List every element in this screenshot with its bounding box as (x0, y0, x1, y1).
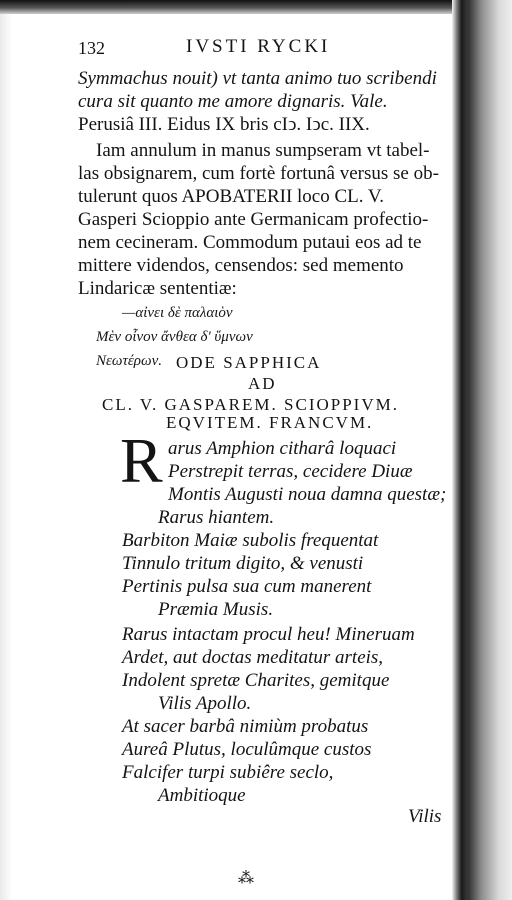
ornament-mark: ⁂ (238, 870, 254, 887)
poem-line: At sacer barbâ nimiùm probatus (122, 716, 369, 737)
poem-line: Indolent spretæ Charites, gemitque (122, 670, 390, 691)
ode-dedicatee: CL. V. GASPAREM. SCIOPPIVM. (102, 395, 399, 414)
facing-page-margin (468, 0, 512, 900)
page-number: 132 (78, 38, 105, 58)
poem-line: Rarus intactam procul heu! Mineruam (122, 624, 415, 645)
letter-line: Gasperi Scioppio ante Germanicam profectio- (78, 209, 429, 230)
letter-line: Perusiâ III. Eidus IX bris cIↄ. Iↄc. IIX. (78, 114, 370, 135)
poem-line: Ardet, aut doctas meditatur arteis, (122, 647, 384, 668)
letter-line: mittere videndos, censendos: sed memento (78, 255, 404, 276)
poem-line: Montis Augusti noua damna questæ; (168, 484, 447, 505)
poem-line: Tinnulo tritum digito, & venusti (122, 553, 364, 574)
poem-line: Præmia Musis. (158, 599, 274, 620)
poem-line: Rarus hiantem. (158, 507, 275, 528)
greek-line: Νεωτέρων. (96, 353, 162, 369)
greek-line: Μὲν οἶνον ἄνθεα δ' ὕμνων (96, 329, 253, 345)
poem-line: Pertinis pulsa sua cum manerent (122, 576, 372, 597)
ode-title: ODE SAPPHICA (176, 353, 322, 372)
binding-gutter (0, 0, 12, 900)
page-edge-shadow (452, 0, 468, 900)
ode-ad: AD (248, 374, 277, 393)
letter-line: cura sit quanto me amore dignaris. Vale. (78, 91, 388, 112)
letter-line: Iam annulum in manus sumpseram vt tabel- (96, 140, 430, 161)
poem-line: Barbiton Maiæ subolis frequentat (122, 530, 379, 551)
poem-line: arus Amphion citharâ loquaci (168, 438, 397, 459)
ode-dedicatee-title: EQVITEM. FRANCVM. (166, 413, 374, 432)
letter-line: las obsignarem, cum fortè fortunâ versus se ob- (78, 163, 439, 184)
poem-line: Ambitioque (158, 785, 246, 806)
letter-line: tulerunt quos APOBATERII loco CL. V. (78, 186, 384, 207)
catchword: Vilis (408, 806, 442, 827)
poem-line: Falcifer turpi subiêre seclo, (122, 762, 334, 783)
poem-line: Aureâ Plutus, loculûmque custos (122, 739, 372, 760)
drop-cap: R (120, 425, 163, 496)
poem-line: Vilis Apollo. (158, 693, 252, 714)
letter-line: nem cecineram. Commodum putaui eos ad te (78, 232, 422, 253)
greek-line: —αἰνει δὲ παλαιὸν (122, 305, 233, 321)
poem-line: Perstrepit terras, cecidere Diuæ (168, 461, 413, 482)
letter-line: Lindaricæ sententiæ: (78, 278, 237, 299)
running-head: IVSTI RYCKI (186, 36, 331, 57)
scan-top-edge (0, 0, 512, 14)
letter-line: Symmachus nouit) vt tanta animo tuo scribendi (78, 68, 437, 89)
